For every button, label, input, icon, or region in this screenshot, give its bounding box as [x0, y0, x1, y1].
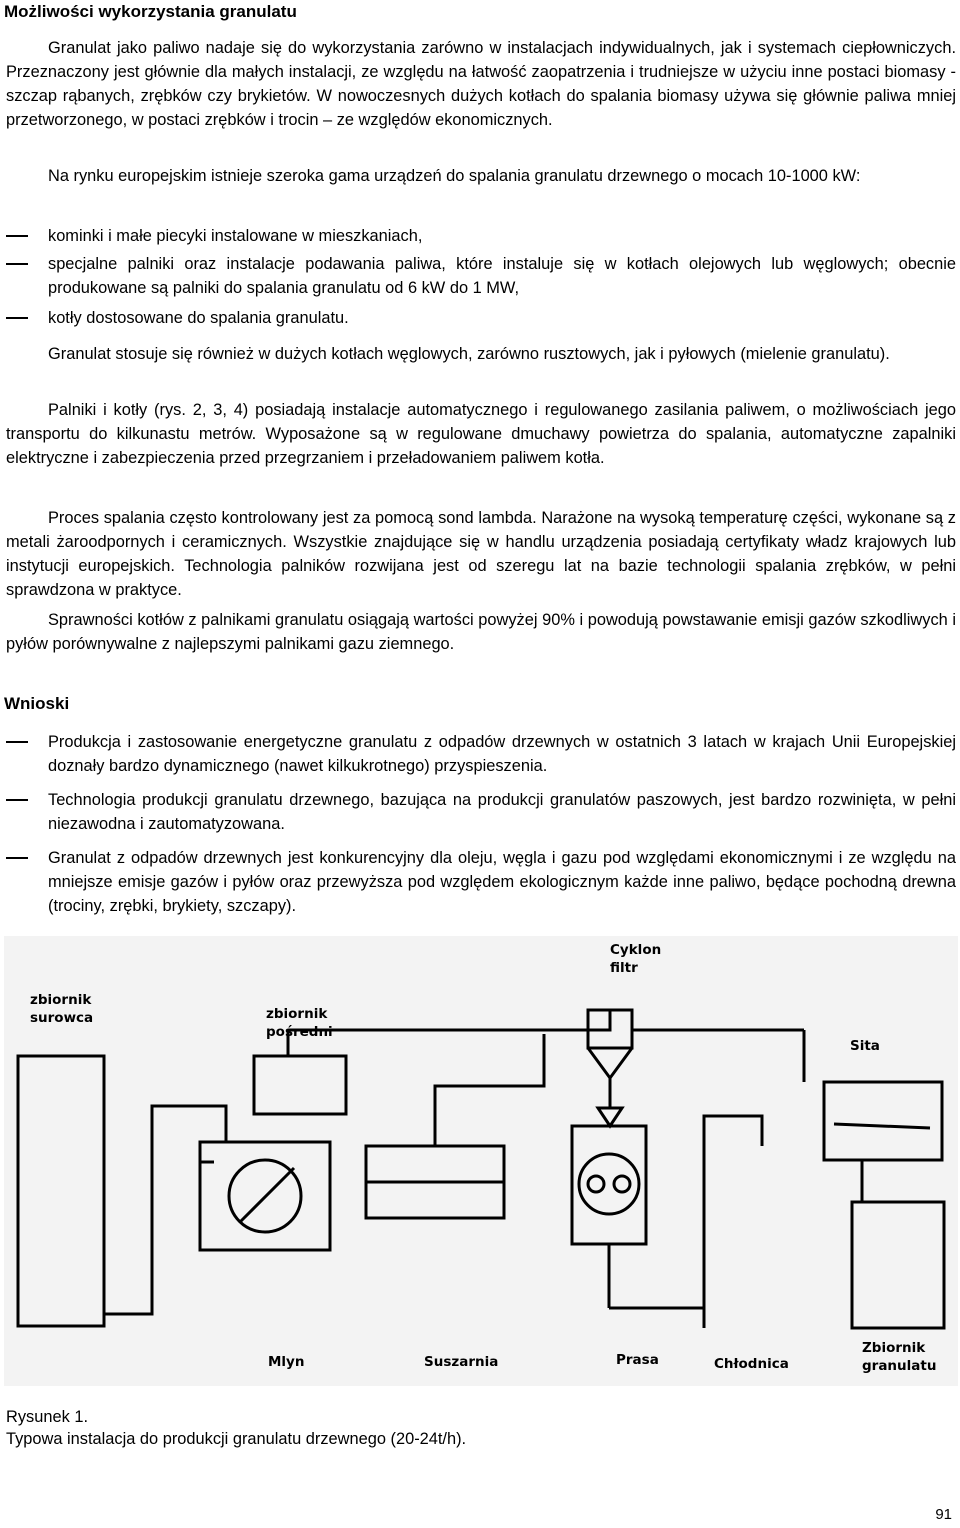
- list-item: [6, 306, 956, 330]
- list-item: [6, 730, 956, 778]
- label-cyklon-2: filtr: [610, 960, 638, 976]
- label-zbiornik-posredni-1: zbiornik: [266, 1006, 328, 1022]
- paragraph-2: Na rynku europejskim istnieje szeroka gama urządzeń do spalania granulatu drzewnego o mocach 10-1000 kW:: [48, 167, 861, 185]
- list-item-text: kominki i małe piecyki instalowane w mieszkaniach,: [48, 227, 423, 245]
- list-item-text: specjalne palniki oraz instalacje podawania paliwa, które instaluje się w kotłach olejowych lub węglowych; obecnie produkowane są palniki do spalania granulatu od 6 kW do 1 MW,: [48, 255, 956, 297]
- list-item-text: Produkcja i zastosowanie energetyczne granulatu z odpadów drzewnych w ostatnich 3 latach w krajach Unii Europejskiej doznały bardzo dynamicznego (nawet kilkukrotnego) przyspieszenia.: [48, 733, 956, 775]
- label-suszarnia: Suszarnia: [424, 1354, 499, 1370]
- dash-bullet: [6, 857, 28, 859]
- page-number: 91: [935, 1506, 952, 1523]
- paragraph-5: Proces spalania często kontrolowany jest za pomocą sond lambda. Narażone na wysoką temperaturę części, wykonane są z metali żaroodpornych i ceramicznych. Wszystkie znajdujące się w handlu urządzenia posiadają certyfikaty władz krajowych lub instytucji europejskich. Technologia palników rozwijana jest od szeregu lat na bazie technologii spalania zrębków, w pełni sprawdzona w praktyce.: [6, 509, 956, 599]
- label-chlodnica: Chłodnica: [714, 1356, 789, 1372]
- diagram-background: [4, 936, 958, 1386]
- section-title-wnioski: Wnioski: [4, 694, 70, 713]
- list-item: [6, 252, 956, 300]
- label-zbiornik-surowca-1: zbiornik: [30, 992, 92, 1008]
- paragraph-3: Granulat stosuje się również w dużych kotłach węglowych, zarówno rusztowych, jak i pyłowych (mielenie granulatu).: [48, 345, 890, 363]
- list-item-text: kotły dostosowane do spalania granulatu.: [48, 309, 349, 327]
- label-zbiornik-surowca-2: surowca: [30, 1010, 94, 1026]
- paragraph-1: Granulat jako paliwo nadaje się do wykorzystania zarówno w instalacjach indywidualnych, jak i systemach ciepłowniczych. Przeznaczony jest głównie dla małych instalacji, ze względu na łatwość zaopatrzenia i trudniejsze w użyciu inne postaci biomasy - szczap rąbanych, zrębków czy brykietów. W nowoczesnych dużych kotłach do spalania biomasy używa się głównie paliwa mniej przetworzonego, w postaci zrębków i trocin – ze względów ekonomicznych.: [6, 39, 956, 129]
- list-item: [6, 788, 956, 836]
- process-diagram: [4, 936, 958, 1386]
- label-prasa: Prasa: [616, 1352, 659, 1368]
- list-item: [6, 846, 956, 918]
- dash-bullet: [6, 799, 28, 801]
- label-zbiornik-granulatu-2: granulatu: [862, 1358, 937, 1374]
- figure-caption-title: Rysunek 1.: [6, 1408, 88, 1426]
- dash-bullet: [6, 235, 28, 237]
- section-title-mozliwosci: Możliwości wykorzystania granulatu: [4, 2, 297, 21]
- label-zbiornik-granulatu-1: Zbiornik: [862, 1340, 926, 1356]
- paragraph-4: Palniki i kotły (rys. 2, 3, 4) posiadają instalacje automatycznego i regulowanego zasilania paliwem, o możliwościach jego transportu do kilkunastu metrów. Wyposażone są w regulowane dmuchawy powietrza do spalania, automatyczne zapalniki elektryczne i zabezpieczenia przed przegrzaniem i przeładowaniem paliwem kotła.: [6, 401, 956, 467]
- list-item: [6, 224, 956, 248]
- label-mlyn: Mlyn: [268, 1354, 305, 1370]
- label-sita: Sita: [850, 1038, 880, 1054]
- label-zbiornik-posredni-2: pośredni: [266, 1024, 333, 1040]
- label-cyklon-1: Cyklon: [610, 942, 662, 958]
- paragraph-6: Sprawności kotłów z palnikami granulatu osiągają wartości powyżej 90% i powodują powstawanie emisji gazów szkodliwych i pyłów porównywalne z najlepszymi palnikami gazu ziemnego.: [6, 611, 956, 653]
- list-item-text: Granulat z odpadów drzewnych jest konkurencyjny dla oleju, węgla i gazu pod względami ekonomicznymi i ze względu na mniejsze emisje gazów i pyłów oraz przewyższa pod względem ekologicznym każde inne paliwo, będące pochodną drewna (trociny, zrębki, brykiety, szczapy).: [48, 849, 956, 915]
- dash-bullet: [6, 317, 28, 319]
- list-item-text: Technologia produkcji granulatu drzewnego, bazująca na produkcji granulatów paszowych, jest bardzo rozwinięta, w pełni niezawodna i zautomatyzowana.: [48, 791, 956, 833]
- figure-caption-text: Typowa instalacja do produkcji granulatu drzewnego (20-24t/h).: [6, 1430, 467, 1448]
- dash-bullet: [6, 741, 28, 743]
- dash-bullet: [6, 263, 28, 265]
